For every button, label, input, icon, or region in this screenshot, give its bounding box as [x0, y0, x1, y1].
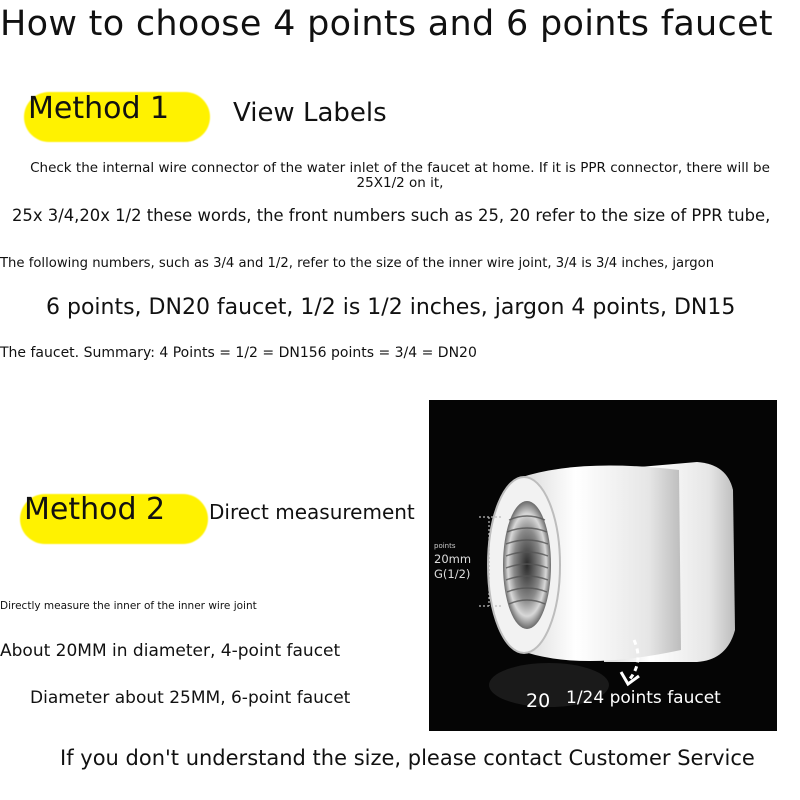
- connector-illustration: [429, 400, 777, 731]
- method-1-line-2: 25x 3/4,20x 1/2 these words, the front numbers such as 25, 20 refer to the size of PPR tube,: [12, 206, 771, 225]
- footer-contact-note: If you don't understand the size, please contact Customer Service: [60, 746, 755, 770]
- method-1-heading: View Labels: [233, 98, 387, 128]
- photo-caption: 1/24 points faucet: [566, 688, 721, 708]
- page-title: How to choose 4 points and 6 points faucet: [0, 4, 773, 44]
- method-2-line-1: Directly measure the inner of the inner wire joint: [0, 600, 257, 612]
- method-1-line-1b: 25X1/2 on it,: [356, 175, 444, 191]
- method-1-label: Method 1: [28, 91, 170, 126]
- method-1-line-3: The following numbers, such as 3/4 and 1/2, refer to the size of the inner wire joint, 3/4 is 3/4 inches, jargon: [0, 256, 715, 271]
- method-2-label: Method 2: [24, 492, 166, 527]
- method-1-line-4: 6 points, DN20 faucet, 1/2 is 1/2 inches, jargon 4 points, DN15: [46, 295, 736, 320]
- method-1-line-5: The faucet. Summary: 4 Points = 1/2 = DN156 points = 3/4 = DN20: [0, 345, 477, 361]
- size-number-label: 20: [526, 690, 551, 712]
- method-1-line-1: Check the internal wire connector of the water inlet of the faucet at home. If it is PPR connector, there will be: [30, 160, 770, 176]
- method-2-heading: Direct measurement: [209, 500, 415, 524]
- dimension-small-label: points: [434, 542, 456, 550]
- method-2-line-2: About 20MM in diameter, 4-point faucet: [0, 641, 341, 661]
- faucet-connector-photo: [429, 400, 777, 731]
- dimension-thread-label: G(1/2): [434, 567, 471, 581]
- dimension-size-label: 20mm: [434, 552, 472, 566]
- method-2-line-3: Diameter about 25MM, 6-point faucet: [30, 688, 351, 708]
